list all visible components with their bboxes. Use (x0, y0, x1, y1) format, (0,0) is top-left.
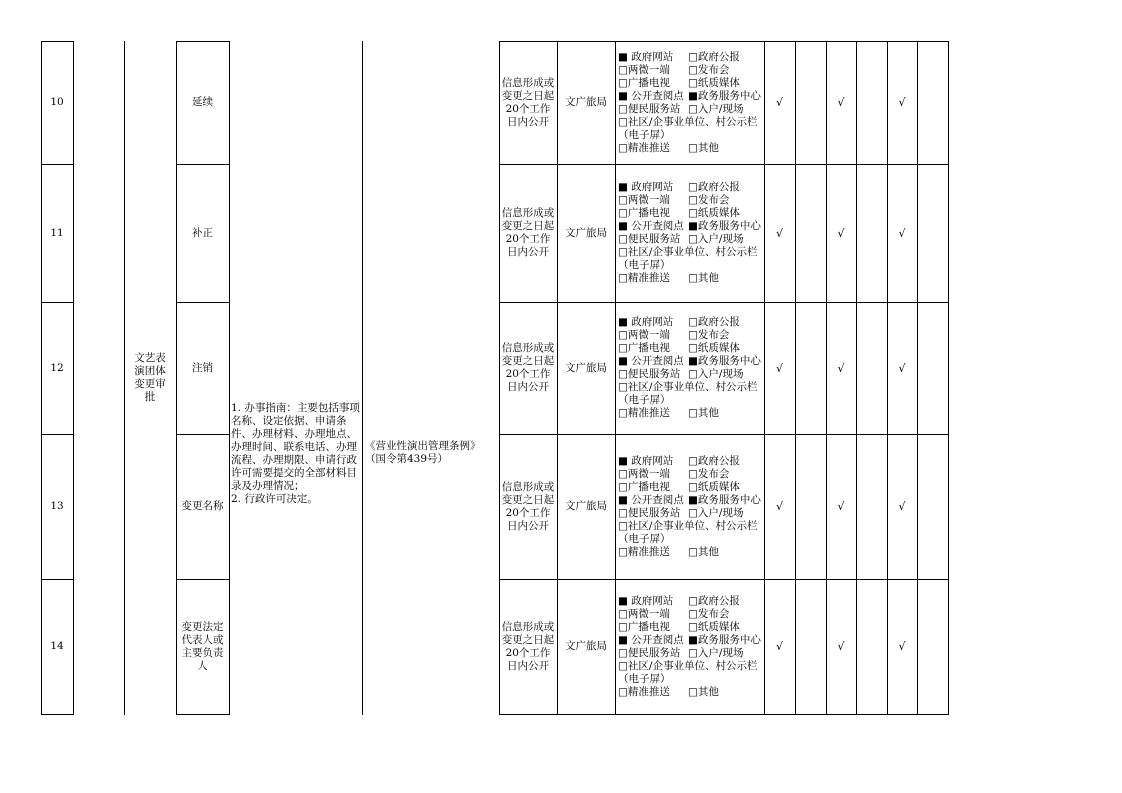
channel-option: □两微一端 (618, 607, 670, 620)
disclosure-subject: 文广旅局 (565, 500, 607, 512)
channel-option: ■ 公开查阅点 (618, 355, 684, 367)
tick-mark: √ (775, 640, 783, 653)
channel-line (618, 455, 764, 468)
disclosure-subject: 文广旅局 (565, 640, 607, 652)
tick-mark (795, 302, 826, 434)
channel-option: □精准推送 (618, 141, 670, 154)
channel-option: □纸质媒体 (688, 207, 740, 219)
channel-option: ■ 政府网站 (618, 316, 674, 328)
item-name: 文艺表演团体变更审批 (134, 351, 166, 403)
grid-line (73, 41, 74, 715)
disclosure-channels (615, 302, 764, 434)
channel-line: □社区/企事业单位、村公示栏 (618, 246, 758, 258)
channel-line (618, 407, 764, 420)
channel-option: □发布会 (688, 607, 730, 620)
channel-option: □精准推送 (618, 545, 670, 558)
channel-line (618, 608, 764, 621)
channel-line (618, 507, 764, 520)
disclosure-time-limit: 信息形成或变更之日起20个工作日内公开 (501, 480, 555, 532)
tick-mark (856, 302, 887, 434)
disclosure-time-limit: 信息形成或变更之日起20个工作日内公开 (501, 207, 555, 258)
channel-option: □广播电视 (618, 620, 670, 633)
channel-option: ■ 政府网站 (618, 594, 674, 607)
channel-line (618, 272, 764, 285)
channel-option: □精准推送 (618, 272, 670, 284)
channel-option: □便民服务站 (618, 646, 681, 659)
tick-mark (795, 164, 826, 302)
channel-option: □纸质媒体 (688, 76, 740, 89)
tick-mark: √ (775, 226, 783, 240)
channel-line (618, 316, 764, 329)
tick-mark (917, 579, 948, 714)
channel-option: □其他 (688, 685, 719, 698)
tick-mark: √ (837, 640, 845, 653)
channel-option: □入户/现场 (688, 646, 744, 659)
grid-line (124, 41, 125, 715)
tick-mark: √ (837, 96, 845, 109)
channel-line (618, 621, 764, 634)
channel-line: □社区/企事业单位、村公示栏 (618, 115, 758, 128)
tick-mark (856, 434, 887, 579)
channel-option: □便民服务站 (618, 102, 681, 115)
channel-line (618, 51, 764, 64)
channel-option: □精准推送 (618, 685, 670, 698)
channel-line: （电子屏） (618, 672, 671, 685)
channel-option: □政府公报 (688, 181, 740, 193)
subitem-name: 变更法定代表人或主要负责人 (181, 620, 224, 672)
channel-line (618, 342, 764, 355)
channel-option: □纸质媒体 (688, 342, 740, 354)
channel-option: □广播电视 (618, 342, 670, 354)
disclosure-time-limit: 信息形成或变更之日起20个工作日内公开 (501, 620, 555, 672)
tick-mark: √ (898, 500, 906, 513)
channel-option: □其他 (688, 407, 719, 419)
channel-line (618, 494, 764, 507)
disclosure-time-limit: 信息形成或变更之日起20个工作日内公开 (501, 342, 555, 393)
tick-mark (795, 41, 826, 164)
channel-option: ■政务服务中心 (688, 89, 761, 102)
channel-line (618, 103, 764, 116)
channel-option: □便民服务站 (618, 368, 681, 380)
tick-mark (917, 164, 948, 302)
channel-line: （电子屏） (618, 532, 671, 545)
channel-line (618, 142, 764, 155)
channel-option: □广播电视 (618, 76, 670, 89)
channel-line: （电子屏） (618, 394, 671, 406)
channel-option: □精准推送 (618, 407, 670, 419)
channel-option: □其他 (688, 272, 719, 284)
tick-mark: √ (775, 500, 783, 513)
channel-option: □两微一端 (618, 194, 670, 206)
channel-option: □政府公报 (688, 316, 740, 328)
channel-line (618, 468, 764, 481)
tick-mark (856, 164, 887, 302)
channel-option: ■ 公开查阅点 (618, 220, 684, 232)
row-number: 14 (50, 640, 64, 652)
channel-option: ■ 公开查阅点 (618, 89, 684, 102)
channel-line (618, 233, 764, 246)
channel-line (618, 207, 764, 220)
channel-line (618, 481, 764, 494)
channel-option: □广播电视 (618, 207, 670, 219)
channel-option: □政府公报 (688, 50, 740, 63)
channel-option: ■ 政府网站 (618, 50, 674, 63)
channel-line (618, 77, 764, 90)
tick-mark (856, 41, 887, 164)
tick-mark (917, 302, 948, 434)
channel-option: □政府公报 (688, 454, 740, 467)
row-number: 12 (50, 361, 64, 374)
row-number: 13 (50, 500, 64, 512)
grid-line (948, 41, 949, 715)
disclosure-channels (615, 41, 764, 164)
disclosure-subject: 文广旅局 (565, 226, 607, 239)
channel-option: □发布会 (688, 63, 730, 76)
channel-line (618, 64, 764, 77)
row-number: 10 (50, 96, 64, 108)
grid-line (499, 41, 500, 715)
tick-mark: √ (898, 361, 906, 375)
channel-option: □发布会 (688, 194, 730, 206)
channel-line (618, 368, 764, 381)
channel-option: □广播电视 (618, 480, 670, 493)
channel-option: □发布会 (688, 467, 730, 480)
channel-option: □纸质媒体 (688, 620, 740, 633)
subitem-name: 变更名称 (181, 500, 224, 512)
channel-option: □纸质媒体 (688, 480, 740, 493)
channel-option: ■ 政府网站 (618, 454, 674, 467)
channel-option: ■政务服务中心 (688, 355, 761, 367)
grid-line (176, 714, 230, 715)
grid-line (229, 41, 230, 715)
tick-mark (917, 434, 948, 579)
channel-option: □入户/现场 (688, 368, 744, 380)
channel-option: ■ 政府网站 (618, 181, 674, 193)
channel-line: （电子屏） (618, 128, 671, 141)
channel-line: □社区/企事业单位、村公示栏 (618, 519, 758, 532)
tick-mark: √ (837, 361, 845, 375)
grid-line (41, 714, 74, 715)
channel-line (618, 194, 764, 207)
channel-option: □入户/现场 (688, 102, 744, 115)
channel-line (618, 686, 764, 699)
channel-line: （电子屏） (618, 259, 671, 271)
tick-mark: √ (898, 96, 906, 109)
channel-line (618, 595, 764, 608)
channel-line (618, 220, 764, 233)
tick-mark: √ (837, 226, 845, 240)
channel-option: □两微一端 (618, 63, 670, 76)
channel-option: ■政务服务中心 (688, 220, 761, 232)
tick-mark (795, 434, 826, 579)
disclosure-channels (615, 164, 764, 302)
disclosure-subject: 文广旅局 (565, 361, 607, 374)
row-number: 11 (50, 226, 64, 239)
disclosure-content: 1. 办事指南：主要包括事项名称、设定依据、申请条件、办理材料、办理地点、办理时间、联系电话、办理流程、办理期限、申请行政许可需要提交的全部材料目录及办理情况； 2. 行政许可决定。 (231, 402, 360, 505)
tick-mark (856, 579, 887, 714)
channel-line (618, 90, 764, 103)
channel-line (618, 634, 764, 647)
channel-option: ■ 公开查阅点 (618, 633, 684, 646)
channel-option: ■政务服务中心 (688, 633, 761, 646)
channel-line (618, 546, 764, 559)
subitem-name: 补正 (192, 226, 213, 239)
disclosure-subject: 文广旅局 (565, 96, 607, 108)
subitem-name: 注销 (192, 361, 213, 374)
channel-line: □社区/企事业单位、村公示栏 (618, 381, 758, 393)
tick-mark: √ (898, 226, 906, 240)
channel-line (618, 181, 764, 194)
tick-mark: √ (837, 500, 845, 513)
grid-line (362, 41, 363, 715)
channel-option: □便民服务站 (618, 233, 681, 245)
channel-option: □其他 (688, 141, 719, 154)
tick-mark: √ (775, 96, 783, 109)
grid-line (176, 41, 177, 715)
channel-option: □便民服务站 (618, 506, 681, 519)
channel-option: ■政务服务中心 (688, 493, 761, 506)
disclosure-time-limit: 信息形成或变更之日起20个工作日内公开 (501, 76, 555, 128)
channel-line (618, 355, 764, 368)
channel-line (618, 647, 764, 660)
channel-line (618, 329, 764, 342)
channel-option: □入户/现场 (688, 506, 744, 519)
disclosure-channels (615, 434, 764, 579)
tick-mark: √ (898, 640, 906, 653)
tick-mark: √ (775, 361, 783, 375)
channel-option: □入户/现场 (688, 233, 744, 245)
tick-mark (795, 579, 826, 714)
channel-option: □政府公报 (688, 594, 740, 607)
legal-basis: 《营业性演出管理条例》（国令第439号） (365, 440, 481, 465)
subitem-name: 延续 (192, 96, 213, 108)
channel-option: □两微一端 (618, 329, 670, 341)
grid-line (499, 714, 949, 715)
channel-line: □社区/企事业单位、村公示栏 (618, 659, 758, 672)
channel-option: ■ 公开查阅点 (618, 493, 684, 506)
tick-mark (917, 41, 948, 164)
channel-option: □两微一端 (618, 467, 670, 480)
channel-option: □其他 (688, 545, 719, 558)
disclosure-channels (615, 579, 764, 714)
channel-option: □发布会 (688, 329, 730, 341)
